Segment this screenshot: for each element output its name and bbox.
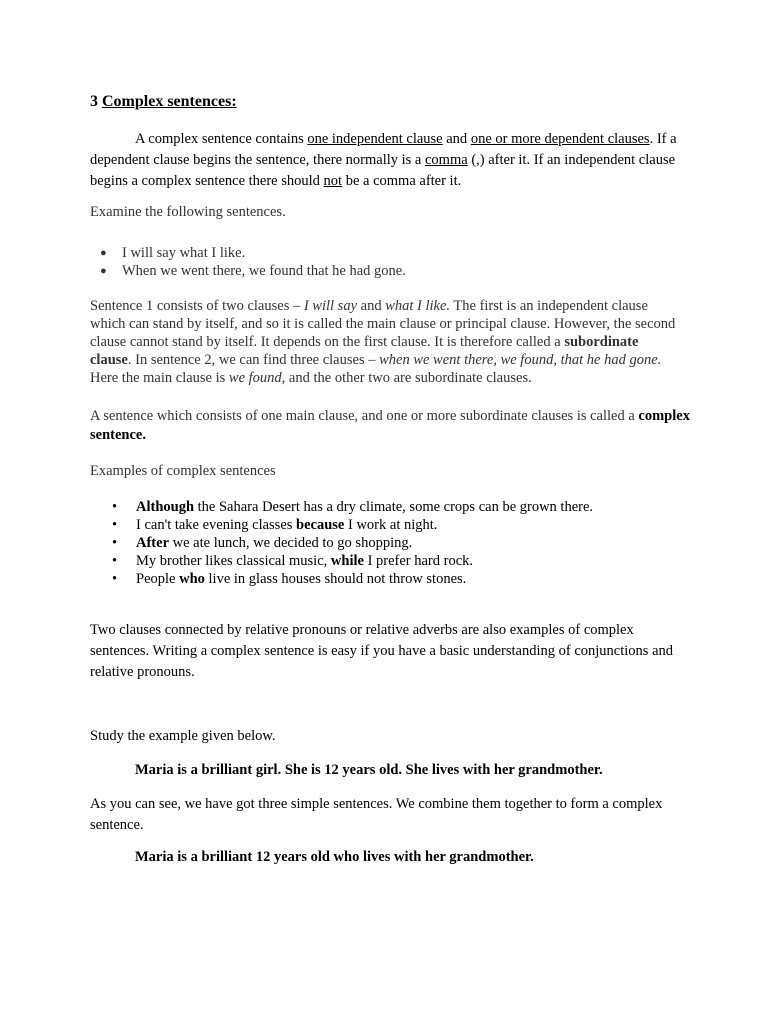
list-item-text: When we went there, we found that he had gone. (122, 263, 406, 279)
text-run: Sentence 1 consists of two clauses – (90, 298, 304, 314)
example-simple-sentences: Maria is a brilliant girl. She is 12 years old. She lives with her grandmother. (135, 762, 603, 778)
bold-text: complex sentence. (90, 408, 690, 443)
example-sentence-list (90, 244, 406, 280)
text-run: and (442, 131, 471, 147)
list-item (90, 534, 593, 552)
combine-paragraph: As you can see, we have got three simple sentences. We combine them together to form a complex sentence. (90, 796, 663, 833)
list-item (90, 516, 593, 534)
example-complex-sentence: Maria is a brilliant 12 years old who lives with her grandmother. (135, 849, 534, 865)
text-run: My brother likes classical music, (136, 553, 331, 569)
text-run: we ate lunch, we decided to go shopping. (169, 535, 413, 551)
complex-examples-list (90, 498, 593, 588)
examine-text: Examine the following sentences. (90, 204, 286, 220)
section-title: Complex sentences: (102, 93, 237, 110)
list-item (90, 498, 593, 516)
list-item-text: I will say what I like. (122, 245, 246, 261)
italic-text: I will say (303, 298, 358, 314)
text-run: be a comma after it. (342, 173, 462, 189)
underlined-term: comma (425, 152, 468, 168)
explanation-paragraph (90, 297, 680, 387)
bullet-icon: • (112, 535, 118, 551)
bullet-icon: ● (100, 247, 107, 259)
study-example-text: Study the example given below. (90, 728, 276, 744)
bold-text: while (330, 553, 364, 569)
italic-text: we found (228, 370, 282, 386)
bullet-icon: ● (100, 265, 107, 277)
underlined-term: not (323, 173, 343, 189)
bold-text: Although (136, 499, 195, 515)
section-heading (90, 93, 690, 111)
underlined-term: one or more dependent clauses (470, 131, 650, 147)
italic-text: what I like. (385, 298, 451, 314)
text-run: the Sahara Desert has a dry climate, some crops can be grown there. (194, 499, 594, 515)
text-run: I work at night. (344, 517, 438, 533)
bullet-icon: • (112, 571, 118, 587)
text-run: and (357, 298, 386, 314)
list-item (90, 570, 593, 588)
bold-text: After (136, 535, 170, 551)
underlined-term: one independent clause (307, 131, 443, 147)
text-run: People (136, 571, 180, 587)
section-number: 3 (90, 93, 98, 110)
text-run: (,) after it. If an independent clause begins a complex sentence there should (90, 152, 676, 189)
italic-text: when we went there, we found, that he had gone. (379, 352, 662, 368)
text-run: , and the other two are subordinate clauses. (281, 370, 532, 386)
bullet-icon: • (112, 499, 118, 515)
bold-text: subordinate clause (90, 334, 639, 368)
text-run: I prefer hard rock. (363, 553, 474, 569)
list-item (90, 552, 593, 570)
bold-text: who (179, 571, 205, 587)
text-run: The first is an independent clause which can stand by itself, and so it is called the main clause or principal clause. However, the second clause cannot stand by itself. It depends on the first clause. It is therefore called a (90, 298, 676, 350)
relative-pronouns-paragraph: Two clauses connected by relative pronouns or relative adverbs are also examples of complex sentences. Writing a complex sentence is easy if you have a basic understanding of conjunctions and relative pronouns. (90, 622, 674, 680)
examples-heading: Examples of complex sentences (90, 463, 276, 479)
bullet-icon: • (112, 517, 118, 533)
bullet-icon: • (112, 553, 118, 569)
text-run: I can't take evening classes (136, 517, 297, 533)
text-run: live in glass houses should not throw stones. (204, 571, 467, 587)
text-run: A sentence which consists of one main clause, and one or more subordinate clauses is called a (90, 408, 639, 424)
list-item (90, 262, 406, 280)
intro-paragraph (90, 129, 690, 192)
list-item (90, 244, 406, 262)
text-run: . In sentence 2, we can find three clauses – (127, 352, 380, 368)
text-run: . If a dependent clause begins the sentence, there normally is a (90, 131, 677, 168)
definition-paragraph (90, 407, 690, 445)
bold-text: because (296, 517, 345, 533)
text-run: A complex sentence contains (135, 131, 308, 147)
text-run: Here the main clause is (90, 370, 229, 386)
